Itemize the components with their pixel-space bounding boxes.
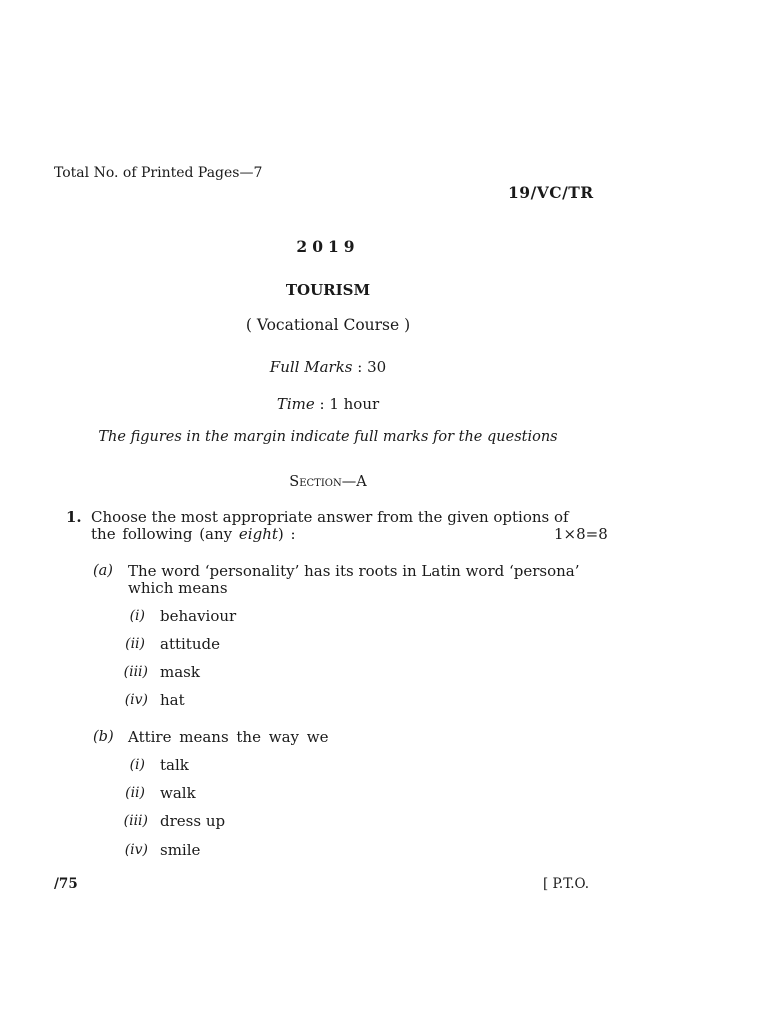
time-label: Time <box>276 395 315 413</box>
part-b-label: (b) <box>93 729 114 745</box>
option-text: mask <box>160 663 200 681</box>
option-text: behaviour <box>160 607 237 625</box>
question-text-emphasis: eight <box>238 525 278 543</box>
part-a-text-line1: The word ‘personality’ has its roots in Latin word ‘persona’ <box>128 562 580 580</box>
instruction-note: The figures in the margin indicate full marks for the questions <box>98 429 558 445</box>
option-label: (iv) <box>124 692 148 708</box>
part-a-text-line2: which means <box>128 579 228 597</box>
question-text-pre: the following (any <box>91 525 239 543</box>
option-text: talk <box>160 756 189 774</box>
section-suffix: —A <box>341 474 367 490</box>
course-type: ( Vocational Course ) <box>245 316 411 334</box>
option-label: (ii) <box>125 785 145 801</box>
option-label: (iv) <box>124 842 148 858</box>
question-number: 1. <box>66 508 82 526</box>
full-marks-label: Full Marks <box>269 358 353 376</box>
option-text: attitude <box>160 635 220 653</box>
section-prefix: Section <box>289 474 342 490</box>
question-text-line1: Choose the most appropriate answer from the given options of <box>91 508 569 526</box>
full-marks <box>0 358 656 376</box>
question-text-line2 <box>91 525 296 543</box>
question-text-post: ) : <box>277 525 296 543</box>
question-marks: 1×8=8 <box>554 525 608 543</box>
full-marks-value: : 30 <box>352 358 387 376</box>
part-b-text: Attire means the way we <box>128 728 329 746</box>
part-a-label: (a) <box>93 563 113 579</box>
option-label: (i) <box>129 608 145 624</box>
option-text: smile <box>160 841 201 859</box>
option-text: hat <box>160 691 185 709</box>
option-label: (iii) <box>123 813 148 829</box>
option-text: walk <box>160 784 196 802</box>
option-label: (ii) <box>125 636 145 652</box>
exam-time <box>0 395 656 413</box>
option-label: (iii) <box>123 664 148 680</box>
pto-note: [ P.T.O. <box>543 876 590 892</box>
paper-code: 19/VC/TR <box>508 183 594 202</box>
option-label: (i) <box>129 757 145 773</box>
printed-pages-note: Total No. of Printed Pages—7 <box>54 165 263 181</box>
exam-year: 2019 <box>296 237 360 256</box>
option-text: dress up <box>160 812 226 830</box>
page-code: /75 <box>54 876 78 892</box>
section-heading <box>0 474 656 490</box>
time-value: : 1 hour <box>314 395 380 413</box>
subject-title: TOURISM <box>285 281 371 299</box>
